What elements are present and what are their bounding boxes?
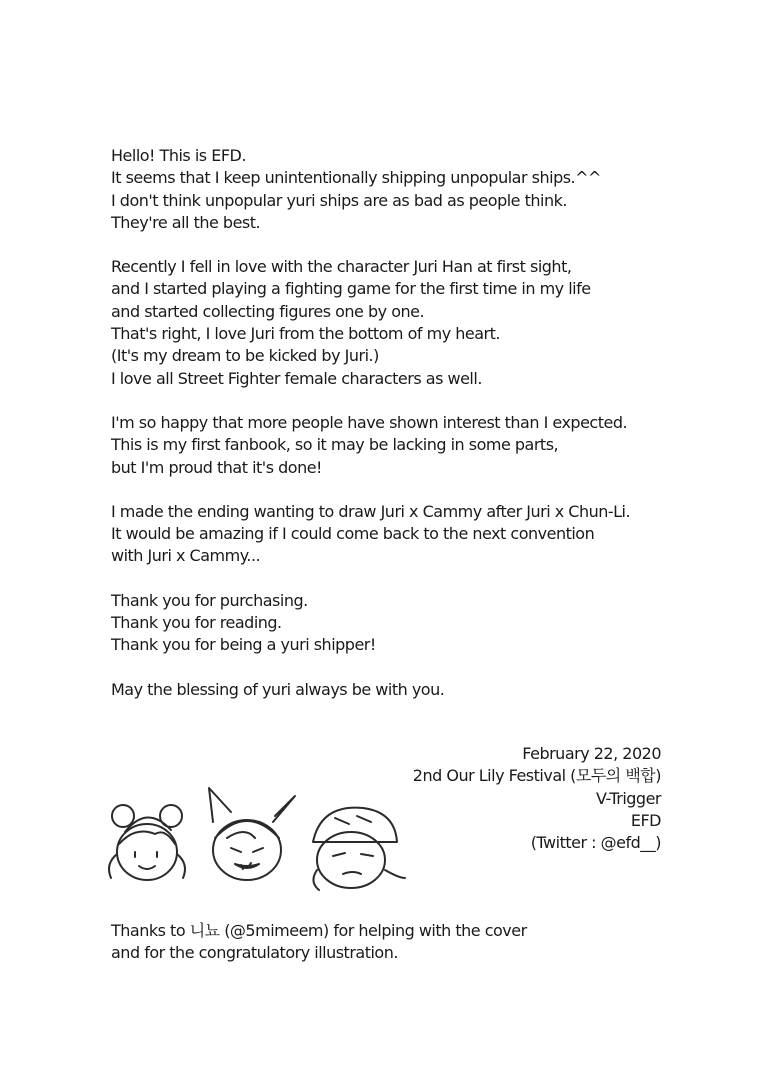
text-line: (It's my dream to be kicked by Juri.) bbox=[111, 346, 379, 366]
text-line: with Juri x Cammy... bbox=[111, 546, 261, 566]
signature-twitter: (Twitter : @efd__) bbox=[530, 833, 661, 853]
text-line: Thank you for being a yuri shipper! bbox=[111, 635, 376, 655]
text-line: Recently I fell in love with the character Juri Han at first sight, bbox=[111, 257, 572, 277]
text-line: Thank you for reading. bbox=[111, 613, 282, 633]
text-line: Hello! This is EFD. bbox=[111, 146, 246, 165]
text-line: I don't think unpopular yuri ships are as bad as people think. bbox=[111, 190, 567, 210]
text-line: That's right, I love Juri from the bottom of my heart. bbox=[111, 324, 500, 344]
signature-author: EFD bbox=[630, 810, 661, 830]
signature-event: 2nd Our Lily Festival (모두의 백합) bbox=[412, 766, 661, 786]
text-line: It seems that I keep unintentionally shipping unpopular ships.^^ bbox=[111, 168, 601, 188]
doodle-chunli-icon bbox=[109, 805, 185, 880]
thanks-line: Thanks to 니뇨 (@5mimeem) for helping with the cover bbox=[111, 921, 527, 940]
paragraph-fanbook bbox=[111, 412, 711, 479]
text-line: This is my first fanbook, so it may be lacking in some parts, bbox=[111, 435, 559, 455]
character-doodles bbox=[95, 782, 415, 892]
thanks-line: and for the congratulatory illustration. bbox=[111, 943, 398, 963]
text-line: It would be amazing if I could come back to the next convention bbox=[111, 524, 595, 544]
text-line: and started collecting figures one by one. bbox=[111, 301, 425, 321]
text-line: They're all the best. bbox=[111, 212, 261, 232]
doodle-cammy-icon bbox=[313, 808, 405, 890]
paragraph-greeting bbox=[111, 145, 711, 234]
signature-circle: V-Trigger bbox=[596, 788, 661, 808]
paragraph-ending bbox=[111, 501, 711, 568]
text-line: I'm so happy that more people have shown interest than I expected. bbox=[111, 412, 628, 432]
signature-date: February 22, 2020 bbox=[522, 744, 661, 763]
signature-block bbox=[413, 743, 661, 854]
paragraph-blessing bbox=[111, 679, 711, 701]
text-line: Thank you for purchasing. bbox=[111, 590, 308, 610]
doodle-juri-icon bbox=[209, 788, 295, 880]
text-line: but I'm proud that it's done! bbox=[111, 457, 322, 477]
paragraph-juri bbox=[111, 256, 711, 390]
paragraph-thank-you bbox=[111, 590, 711, 657]
thanks-note bbox=[111, 920, 711, 965]
text-line: and I started playing a fighting game for the first time in my life bbox=[111, 279, 591, 299]
text-line: I made the ending wanting to draw Juri x Cammy after Juri x Chun-Li. bbox=[111, 501, 631, 521]
letter-body bbox=[111, 145, 711, 723]
text-line: May the blessing of yuri always be with you. bbox=[111, 679, 445, 699]
text-line: I love all Street Fighter female characters as well. bbox=[111, 368, 482, 388]
